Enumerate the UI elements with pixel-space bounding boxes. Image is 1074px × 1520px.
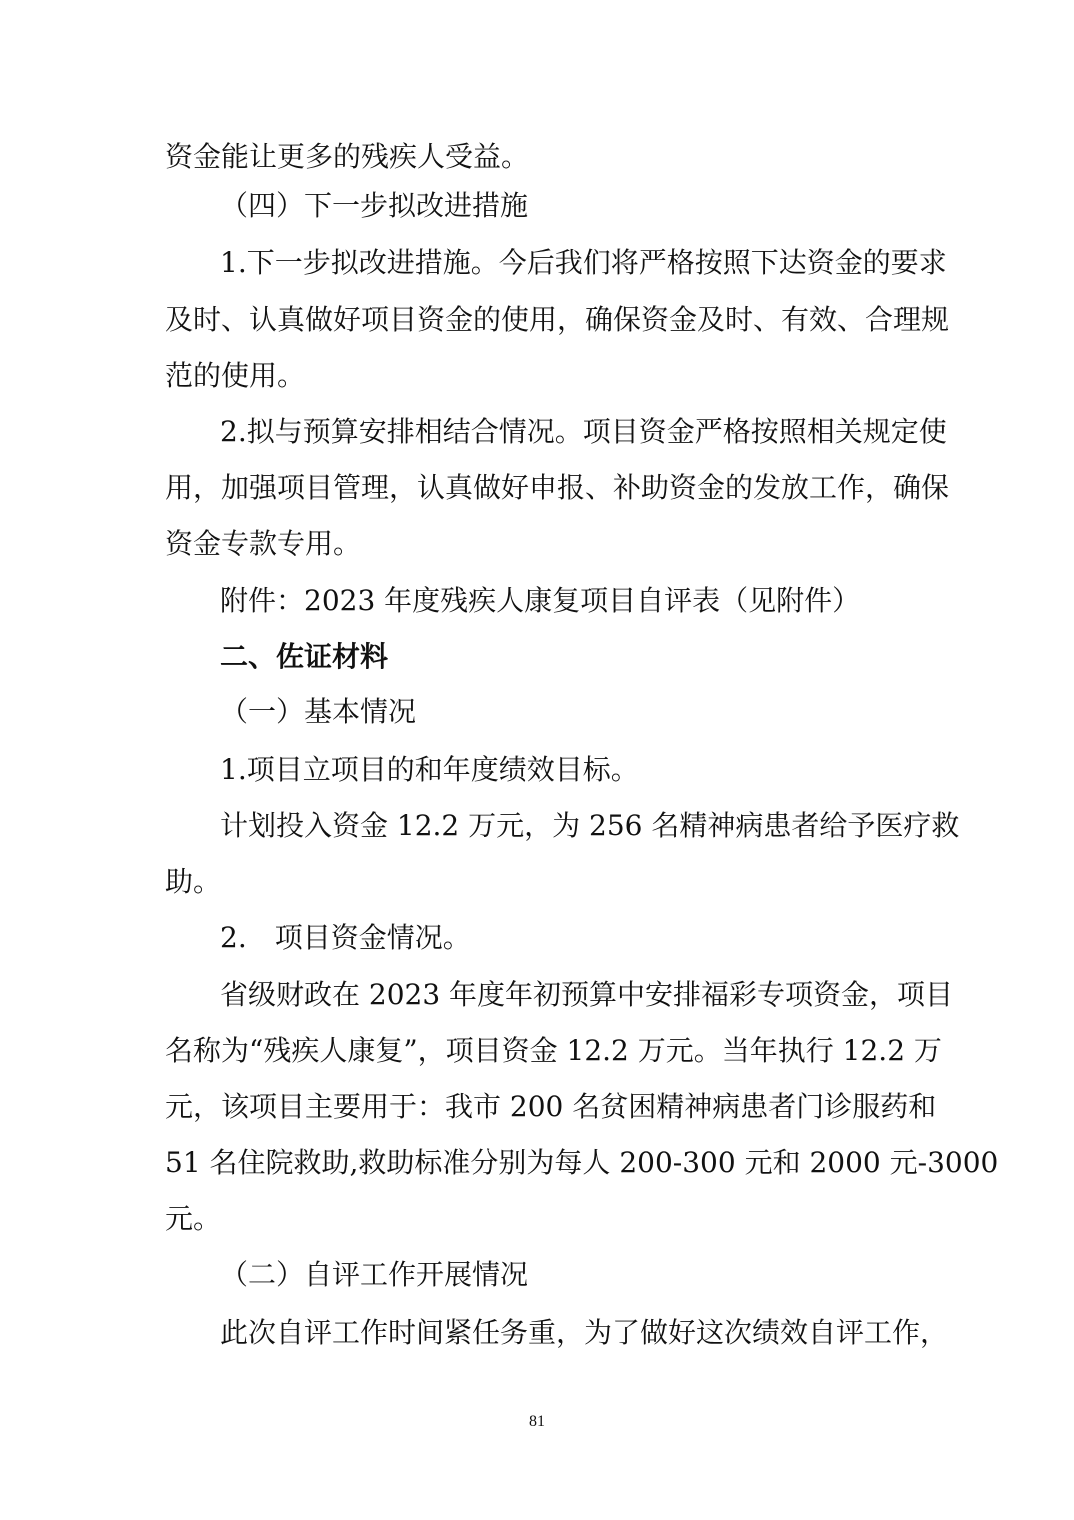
paragraph-line: 用，加强项目管理，认真做好申报、补助资金的发放工作，确保	[165, 471, 950, 504]
main-heading: 二、佐证材料	[220, 640, 389, 673]
attachment-note: 附件：2023 年度残疾人康复项目自评表（见附件）	[220, 584, 861, 617]
paragraph-line: 范的使用。	[165, 359, 306, 392]
paragraph-line: 元，该项目主要用于：我市 200 名贫困精神病患者门诊服药和	[165, 1090, 937, 1123]
paragraph-line: 省级财政在 2023 年度年初预算中安排福彩专项资金，项目	[220, 978, 954, 1011]
paragraph-line: 计划投入资金 12.2 万元，为 256 名精神病患者给予医疗救	[220, 809, 960, 842]
paragraph-line: 2. 项目资金情况。	[220, 921, 471, 954]
paragraph-line: 助。	[165, 865, 222, 898]
paragraph-line: 此次自评工作时间紧任务重，为了做好这次绩效自评工作，	[220, 1316, 949, 1349]
paragraph-line: 元。	[165, 1202, 222, 1235]
paragraph-line: 1.项目立项目的和年度绩效目标。	[220, 753, 639, 786]
paragraph-line: 51 名住院救助,救助标准分别为每人 200-300 元和 2000 元-3000	[165, 1146, 999, 1179]
section-heading: （一）基本情况	[220, 695, 417, 728]
paragraph-line: 名称为“残疾人康复”，项目资金 12.2 万元。当年执行 12.2 万	[165, 1034, 942, 1067]
section-heading: （四）下一步拟改进措施	[220, 189, 529, 222]
paragraph-line: 1.下一步拟改进措施。今后我们将严格按照下达资金的要求	[220, 246, 947, 279]
paragraph-line: 资金专款专用。	[165, 527, 362, 560]
page-number: 81	[529, 1413, 545, 1430]
paragraph-line: 及时、认真做好项目资金的使用，确保资金及时、有效、合理规	[165, 303, 950, 336]
paragraph-line: 资金能让更多的残疾人受益。	[165, 140, 530, 173]
section-heading: （二）自评工作开展情况	[220, 1258, 529, 1291]
paragraph-line: 2.拟与预算安排相结合情况。项目资金严格按照相关规定使	[220, 415, 947, 448]
